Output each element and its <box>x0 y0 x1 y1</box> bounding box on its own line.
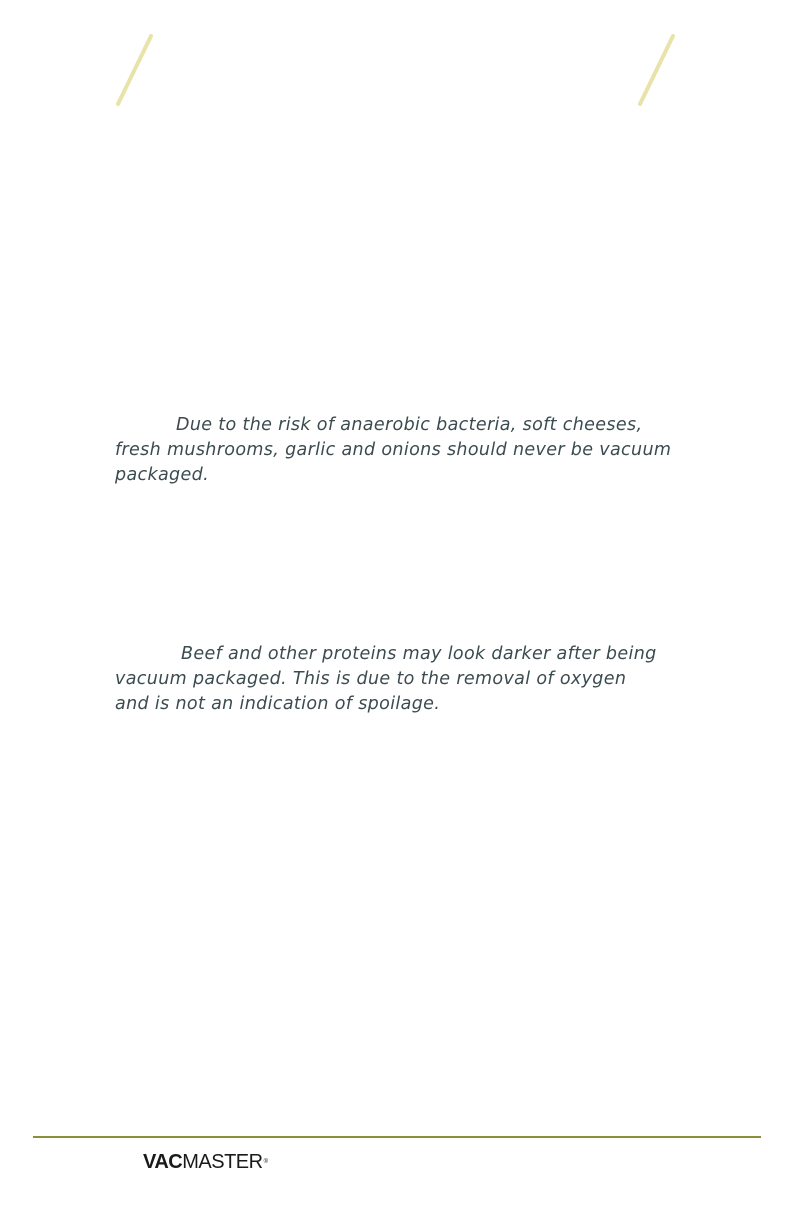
note-text: Beef and other proteins may look darker after being vacuum packaged. This is due to the removal of oxygen and is not an indication of spoilage. <box>115 644 657 714</box>
vacmaster-logo <box>143 1150 268 1174</box>
note-protein-color <box>115 642 663 717</box>
logo-registered-mark: ® <box>263 1159 268 1165</box>
note-anaerobic-bacteria <box>115 413 675 488</box>
note-text: Due to the risk of anaerobic bacteria, soft cheeses, fresh mushrooms, garlic and onions should never be vacuum packaged. <box>115 415 672 485</box>
logo-vac: VAC <box>143 1151 183 1173</box>
logo-master: MASTER <box>182 1151 263 1173</box>
footer-divider <box>33 1136 761 1138</box>
decorative-slash-right <box>637 34 675 106</box>
decorative-slash-left <box>115 34 153 106</box>
